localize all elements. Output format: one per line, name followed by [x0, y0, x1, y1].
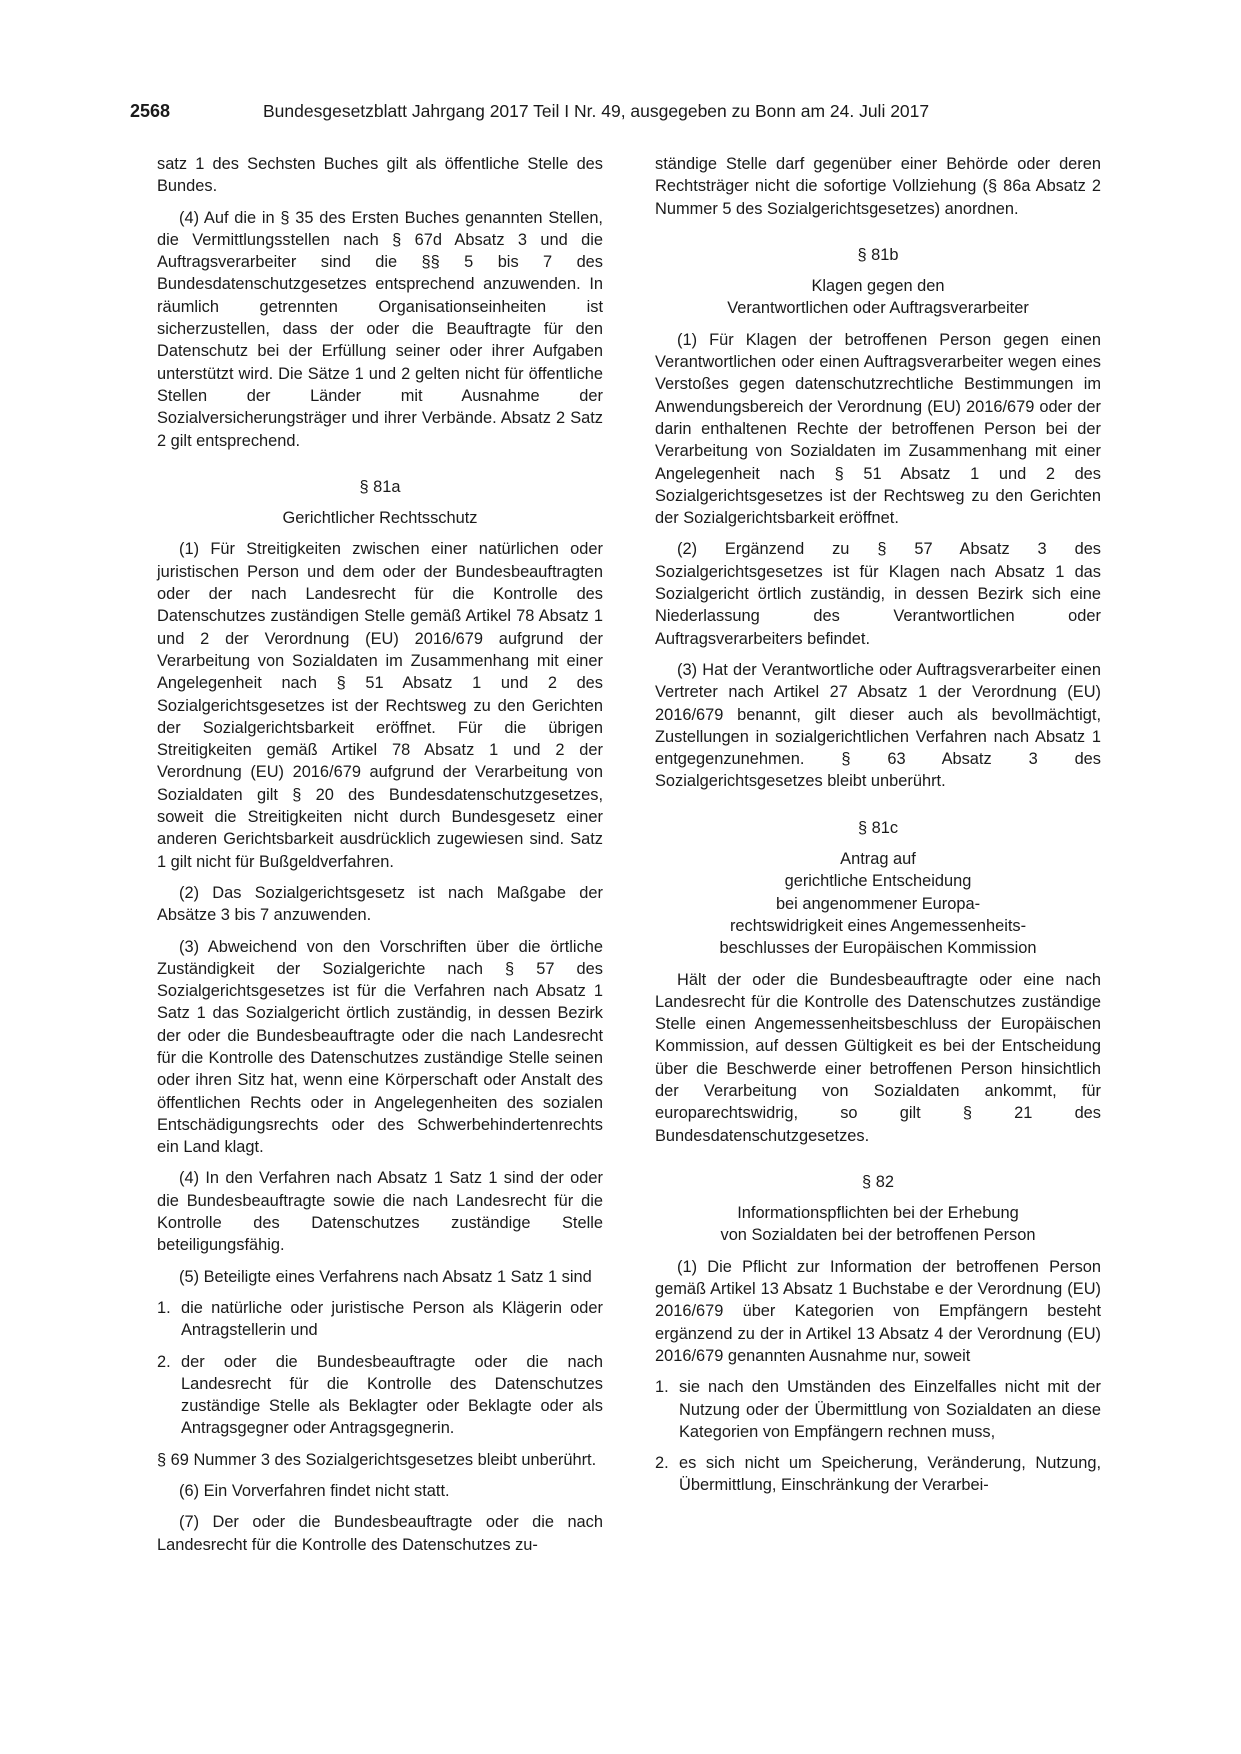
list-item — [157, 1351, 603, 1440]
page-number: 2568 — [130, 101, 171, 121]
section-title-line: beschlusses der Europäischen Kommission — [719, 939, 1037, 958]
paragraph: (2) Ergänzend zu § 57 Absatz 3 des Sozialgerichtsgesetzes ist für Klagen nach Absatz 1 das Sozialgericht örtlich zuständig, in dessen Bezirk sich eine Niederlassung des Verantwortlichen oder Auftragsverarbeiters befindet. — [655, 540, 1101, 648]
section-title-line: gerichtliche Entscheidung — [784, 872, 972, 891]
section-title-line: Verantwortlichen oder Auftragsverarbeiter — [727, 299, 1029, 318]
right-column — [655, 153, 1101, 1506]
paragraph: (1) Die Pflicht zur Information der betroffenen Person gemäß Artikel 13 Absatz 1 Buchstabe e der Verordnung (EU) 2016/679 über Kategorien von Empfängern besteht ergänzend zu der in Artikel 13 Absatz 4 der Verordnung (EU) 2016/679 genannten Ausnahme nur, soweit — [655, 1257, 1101, 1365]
list-item — [655, 1452, 1101, 1497]
paragraph: (5) Beteiligte eines Verfahrens nach Absatz 1 Satz 1 sind — [179, 1267, 592, 1286]
section-number: § 81a — [359, 477, 401, 496]
list-item — [655, 1376, 1101, 1443]
paragraph: Hält der oder die Bundesbeauftragte oder eine nach Landesrecht für die Kontrolle des Datenschutzes zuständige Stelle einen Angemessenheitsbeschluss der Europäischen Kommission, auf dessen Gültigkeit es bei der Entscheidung über die Beschwerde einer betroffenen Person hinsichtlich der Verarbeitung von Sozialdaten ankommt, für europarechtswidrig, so gilt § 21 des Bundesdatenschutzgesetzes. — [655, 970, 1101, 1145]
section-title — [655, 848, 1101, 959]
continuation-paragraph: ständige Stelle darf gegenüber einer Behörde oder deren Rechtsträger nicht die sofortige Vollziehung (§ 86a Absatz 2 Nummer 5 des Sozialgerichtsgesetzes) anordnen. — [655, 155, 1101, 218]
section-title — [655, 1202, 1101, 1247]
section-number: § 81c — [857, 818, 899, 837]
paragraph: (3) Abweichend von den Vorschriften über die örtliche Zuständigkeit der Sozialgerichte nach § 57 des Sozialgerichtsgesetzes ist für die Verfahren nach Absatz 1 Satz 1 das Sozialgericht örtlich zuständig, in dessen Bezirk der oder die Bundesbeauftragte oder die nach Landesrecht für die Kontrolle des Datenschutzes zuständige Stelle seinen oder ihren Sitz hat, wenn eine Körperschaft oder Anstalt des öffentlichen Rechts oder in Angelegenheiten des sozialen Entschädigungsrechts oder des Schwerbehindertenrechts ein Land klagt. — [157, 937, 603, 1157]
paragraph: (4) Auf die in § 35 des Ersten Buches genannten Stellen, die Vermittlungsstellen nach § 67d Absatz 3 und die Auftragsverarbeiter sind die §§ 5 bis 7 des Bundesdatenschutzgesetzes entsprechend anzuwenden. In räumlich getrennten Organisationseinheiten ist sicherzustellen, dass der oder die Beauftragte für den Datenschutz bei der Erfüllung seiner oder ihrer Aufgaben unterstützt wird. Die Sätze 1 und 2 gelten nicht für öffentliche Stellen der Länder mit Ausnahme der Sozialversicherungsträger und ihrer Verbände. Absatz 2 Satz 2 gilt entsprechend. — [157, 208, 603, 450]
section-title-line: Antrag auf — [840, 850, 916, 869]
list-number: 2. — [157, 1352, 171, 1371]
paragraph: (2) Das Sozialgerichtsgesetz ist nach Maßgabe der Absätze 3 bis 7 anzuwenden. — [157, 883, 603, 925]
list-number: 1. — [157, 1298, 171, 1317]
list-number: 1. — [655, 1378, 669, 1397]
section-title — [655, 275, 1101, 320]
header-title: Bundesgesetzblatt Jahrgang 2017 Teil I Nr. 49, ausgegeben zu Bonn am 24. Juli 2017 — [263, 101, 930, 121]
section-title-line: Klagen gegen den — [811, 277, 945, 296]
paragraph: (4) In den Verfahren nach Absatz 1 Satz 1 sind der oder die Bundesbeauftragte sowie die nach Landesrecht für die Kontrolle des Datenschutzes zuständige Stelle beteiligungsfähig. — [157, 1169, 603, 1255]
paragraph: (1) Für Streitigkeiten zwischen einer natürlichen oder juristischen Person und dem oder der Bundesbeauftragten oder der nach Landesrecht für die Kontrolle des Datenschutzes zuständigen Stelle gemäß Artikel 78 Absatz 1 und 2 der Verordnung (EU) 2016/679 aufgrund der Verarbeitung von Sozialdaten im Zusammenhang mit einer Angelegenheit nach § 51 Absatz 1 und 2 des Sozialgerichtsgesetzes ist der Rechtsweg zu den Gerichten der Sozialgerichtsbarkeit eröffnet. Für die übrigen Streitigkeiten gemäß Artikel 78 Absatz 1 und 2 der Verordnung (EU) 2016/679 aufgrund der Verarbeitung von Sozialdaten gilt § 20 des Bundesdatenschutzgesetzes, soweit die Streitigkeiten nicht durch Bundesgesetz einer anderen Gerichtsbarkeit ausdrücklich zugewiesen sind. Satz 1 gilt nicht für Bußgeldverfahren. — [157, 540, 603, 871]
list-item — [157, 1297, 603, 1342]
list-text: der oder die Bundesbeauftragte oder die nach Landesrecht für die Kontrolle des Datenschutzes zuständige Stelle als Beklagter oder Beklagte oder als Antragsgegner oder Antragsgegnerin. — [181, 1352, 603, 1438]
paragraph: (7) Der oder die Bundesbeauftragte oder die nach Landesrecht für die Kontrolle des Datenschutzes zu- — [157, 1513, 603, 1554]
paragraph: § 69 Nummer 3 des Sozialgerichtsgesetzes bleibt unberührt. — [157, 1450, 597, 1469]
paragraph: (1) Für Klagen der betroffenen Person gegen einen Verantwortlichen oder einen Auftragsverarbeiter wegen eines Verstoßes gegen datenschutzrechtliche Bestimmungen im Anwendungsbereich der Verordnung (EU) 2016/679 oder der darin enthaltenen Rechte der betroffenen Person bei der Verarbeitung von Sozialdaten im Zusammenhang mit einer Angelegenheit nach § 51 Absatz 1 und 2 des Sozialgerichtsgesetzes ist der Rechtsweg zu den Gerichten der Sozialgerichtsbarkeit eröffnet. — [655, 330, 1101, 528]
page-header — [130, 100, 1110, 122]
list-number: 2. — [655, 1454, 669, 1473]
continuation-paragraph: satz 1 des Sechsten Buches gilt als öffentliche Stelle des Bundes. — [157, 155, 603, 196]
left-column — [157, 153, 603, 1565]
paragraph: (3) Hat der Verantwortliche oder Auftragsverarbeiter einen Vertreter nach Artikel 27 Absatz 1 der Verordnung (EU) 2016/679 benannt, gilt dieser auch als bevollmächtigt, Zustellungen in sozialgerichtlichen Verfahren nach Absatz 1 entgegenzunehmen. § 63 Absatz 3 des Sozialgerichtsgesetzes bleibt unberührt. — [655, 660, 1101, 791]
section-number: § 81b — [857, 245, 899, 264]
section-title-line: bei angenommener Europa- — [775, 894, 981, 913]
section-title-line: von Sozialdaten bei der betroffenen Person — [720, 1226, 1036, 1245]
section-title-line: Informationspflichten bei der Erhebung — [737, 1204, 1019, 1223]
list-text: die natürliche oder juristische Person als Klägerin oder Antragstellerin und — [181, 1298, 603, 1340]
list-text: sie nach den Umständen des Einzelfalles nicht mit der Nutzung oder der Übermittlung von Sozialdaten an diese Kategorien von Empfängern rechnen muss, — [679, 1378, 1101, 1441]
paragraph: (6) Ein Vorverfahren findet nicht statt. — [179, 1482, 450, 1501]
section-number: § 82 — [862, 1172, 894, 1191]
section-title-line: rechtswidrigkeit eines Angemessenheits- — [729, 916, 1027, 935]
section-title: Gerichtlicher Rechtsschutz — [282, 509, 478, 528]
list-text: es sich nicht um Speicherung, Veränderung, Nutzung, Übermittlung, Einschränkung der Verarbei- — [679, 1454, 1101, 1495]
